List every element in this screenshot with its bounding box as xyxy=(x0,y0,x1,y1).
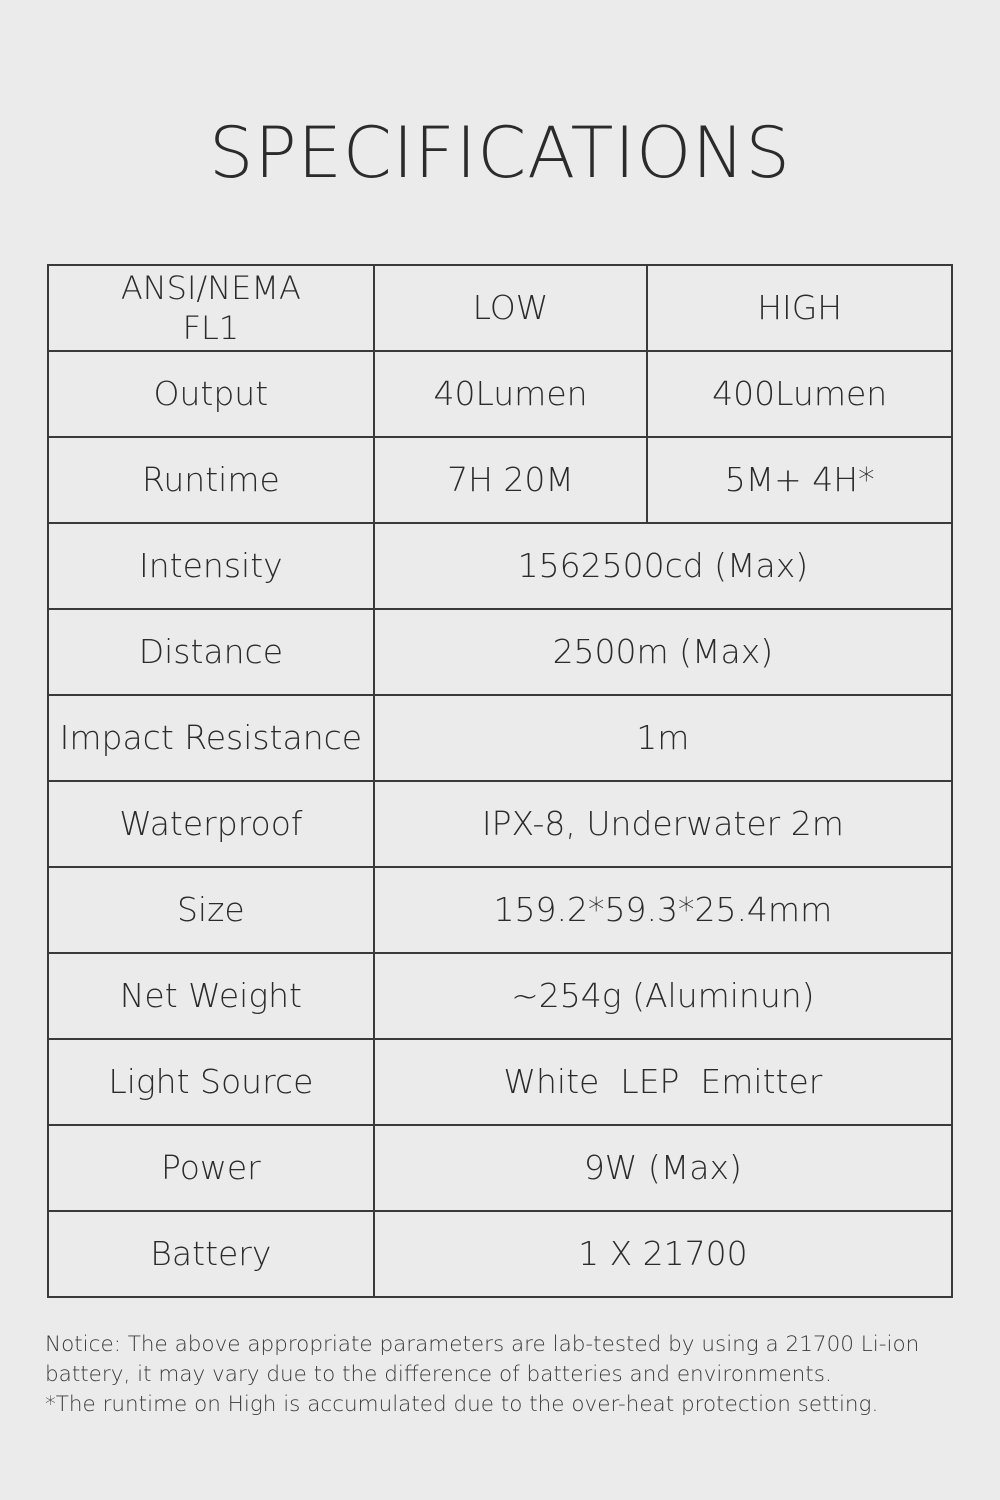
row-label: Runtime xyxy=(48,437,374,523)
header-standard-line1: ANSI/NEMA xyxy=(120,269,301,307)
row-label: Waterproof xyxy=(48,781,374,867)
row-label: Intensity xyxy=(48,523,374,609)
table-header-row xyxy=(48,265,952,351)
table-row-waterproof xyxy=(48,781,952,867)
header-low: LOW xyxy=(374,265,648,351)
row-value: 1562500cd (Max) xyxy=(374,523,952,609)
table-row-distance xyxy=(48,609,952,695)
notice-text xyxy=(45,1330,957,1420)
table-row-output xyxy=(48,351,952,437)
notice-line: Notice: The above appropriate parameters are lab-tested by using a 21700 Li-ion battery, it may vary due to the difference of batteries and environments. xyxy=(45,1332,920,1387)
row-label: Impact Resistance xyxy=(48,695,374,781)
row-value: 159.2*59.3*25.4mm xyxy=(374,867,952,953)
row-value: White LEP Emitter xyxy=(374,1039,952,1125)
row-label: Net Weight xyxy=(48,953,374,1039)
row-label: Power xyxy=(48,1125,374,1211)
row-label: Distance xyxy=(48,609,374,695)
row-low-value: 40Lumen xyxy=(374,351,648,437)
row-value: ~254g (Aluminun) xyxy=(374,953,952,1039)
page-title: SPECIFICATIONS xyxy=(209,112,791,194)
row-high-value: 400Lumen xyxy=(647,351,952,437)
header-standard xyxy=(48,265,374,351)
header-standard-line2: FL1 xyxy=(182,309,240,347)
specifications-table xyxy=(47,264,953,1298)
row-label: Battery xyxy=(48,1211,374,1297)
table-row-net-weight xyxy=(48,953,952,1039)
row-value: 9W (Max) xyxy=(374,1125,952,1211)
table-row-power xyxy=(48,1125,952,1211)
row-low-value: 7H 20M xyxy=(374,437,648,523)
row-value: 2500m (Max) xyxy=(374,609,952,695)
footnote-line: *The runtime on High is accumulated due to the over-heat protection setting. xyxy=(45,1392,879,1417)
table-row-size xyxy=(48,867,952,953)
row-label: Light Source xyxy=(48,1039,374,1125)
table-row-impact-resistance xyxy=(48,695,952,781)
table-row-intensity xyxy=(48,523,952,609)
row-value: 1m xyxy=(374,695,952,781)
row-value: 1 X 21700 xyxy=(374,1211,952,1297)
row-value: IPX-8, Underwater 2m xyxy=(374,781,952,867)
row-label: Size xyxy=(48,867,374,953)
table-row-light-source xyxy=(48,1039,952,1125)
row-high-value: 5M+ 4H* xyxy=(647,437,952,523)
row-label: Output xyxy=(48,351,374,437)
header-high: HIGH xyxy=(647,265,952,351)
table-row-runtime xyxy=(48,437,952,523)
table-row-battery xyxy=(48,1211,952,1297)
